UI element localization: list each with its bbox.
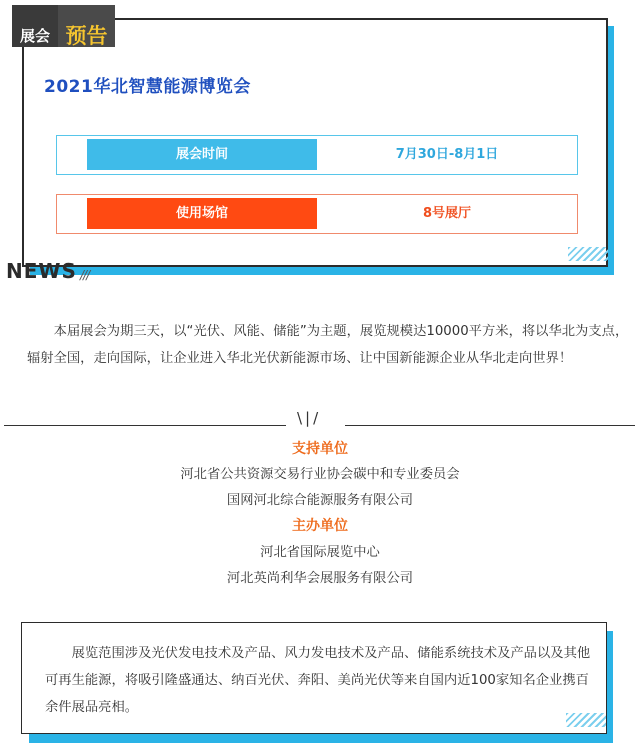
supporter-item: 河北省公共资源交易行业协会碳中和专业委员会 xyxy=(180,467,460,482)
hatch-decoration xyxy=(566,713,606,727)
expo-time-value: 7月30日-8月1日 xyxy=(395,147,499,162)
hatch-decoration xyxy=(568,247,608,261)
expo-title: 2021华北智慧能源博览会 xyxy=(44,77,251,97)
organizer-item: 河北英尚利华会展服务有限公司 xyxy=(226,571,414,586)
news-paragraph: 本届展会为期三天，以“光伏、风能、储能”为主题，展览规模达10000平方米，将以华北为支点，辐射全国，走向国际，让企业进入华北光伏新能源市场、让中国新能源企业从华北走向世界！ xyxy=(27,324,629,366)
supporter-item: 国网河北综合能源服务有限公司 xyxy=(226,493,414,508)
expo-venue-value: 8号展厅 xyxy=(422,206,472,221)
expo-time-label: 展会时间 xyxy=(87,139,317,170)
divider-line-left xyxy=(4,425,286,426)
expo-time-row xyxy=(56,135,578,175)
organizers-title: 主办单位 xyxy=(292,518,348,534)
supporters-title: 支持单位 xyxy=(292,441,348,457)
organizer-item: 河北省国际展览中心 xyxy=(260,545,380,560)
news-heading: NEWS xyxy=(6,259,77,283)
tag-expo: 展会 xyxy=(12,5,58,47)
divider-line-right xyxy=(345,425,635,426)
scope-paragraph: 展览范围涉及光伏发电技术及产品、风力发电技术及产品、储能系统技术及产品以及其他可再生能源，将吸引隆盛通达、纳百光伏、奔阳、美尚光伏等来自国内近100家知名企业携百余件展品亮相。 xyxy=(45,646,591,715)
tag-preview: 预告 xyxy=(58,5,115,47)
news-slash-decoration: /// xyxy=(80,268,90,282)
divider-marks: \|/ xyxy=(297,409,322,427)
expo-venue-row xyxy=(56,194,578,234)
expo-venue-label: 使用场馆 xyxy=(87,198,317,229)
